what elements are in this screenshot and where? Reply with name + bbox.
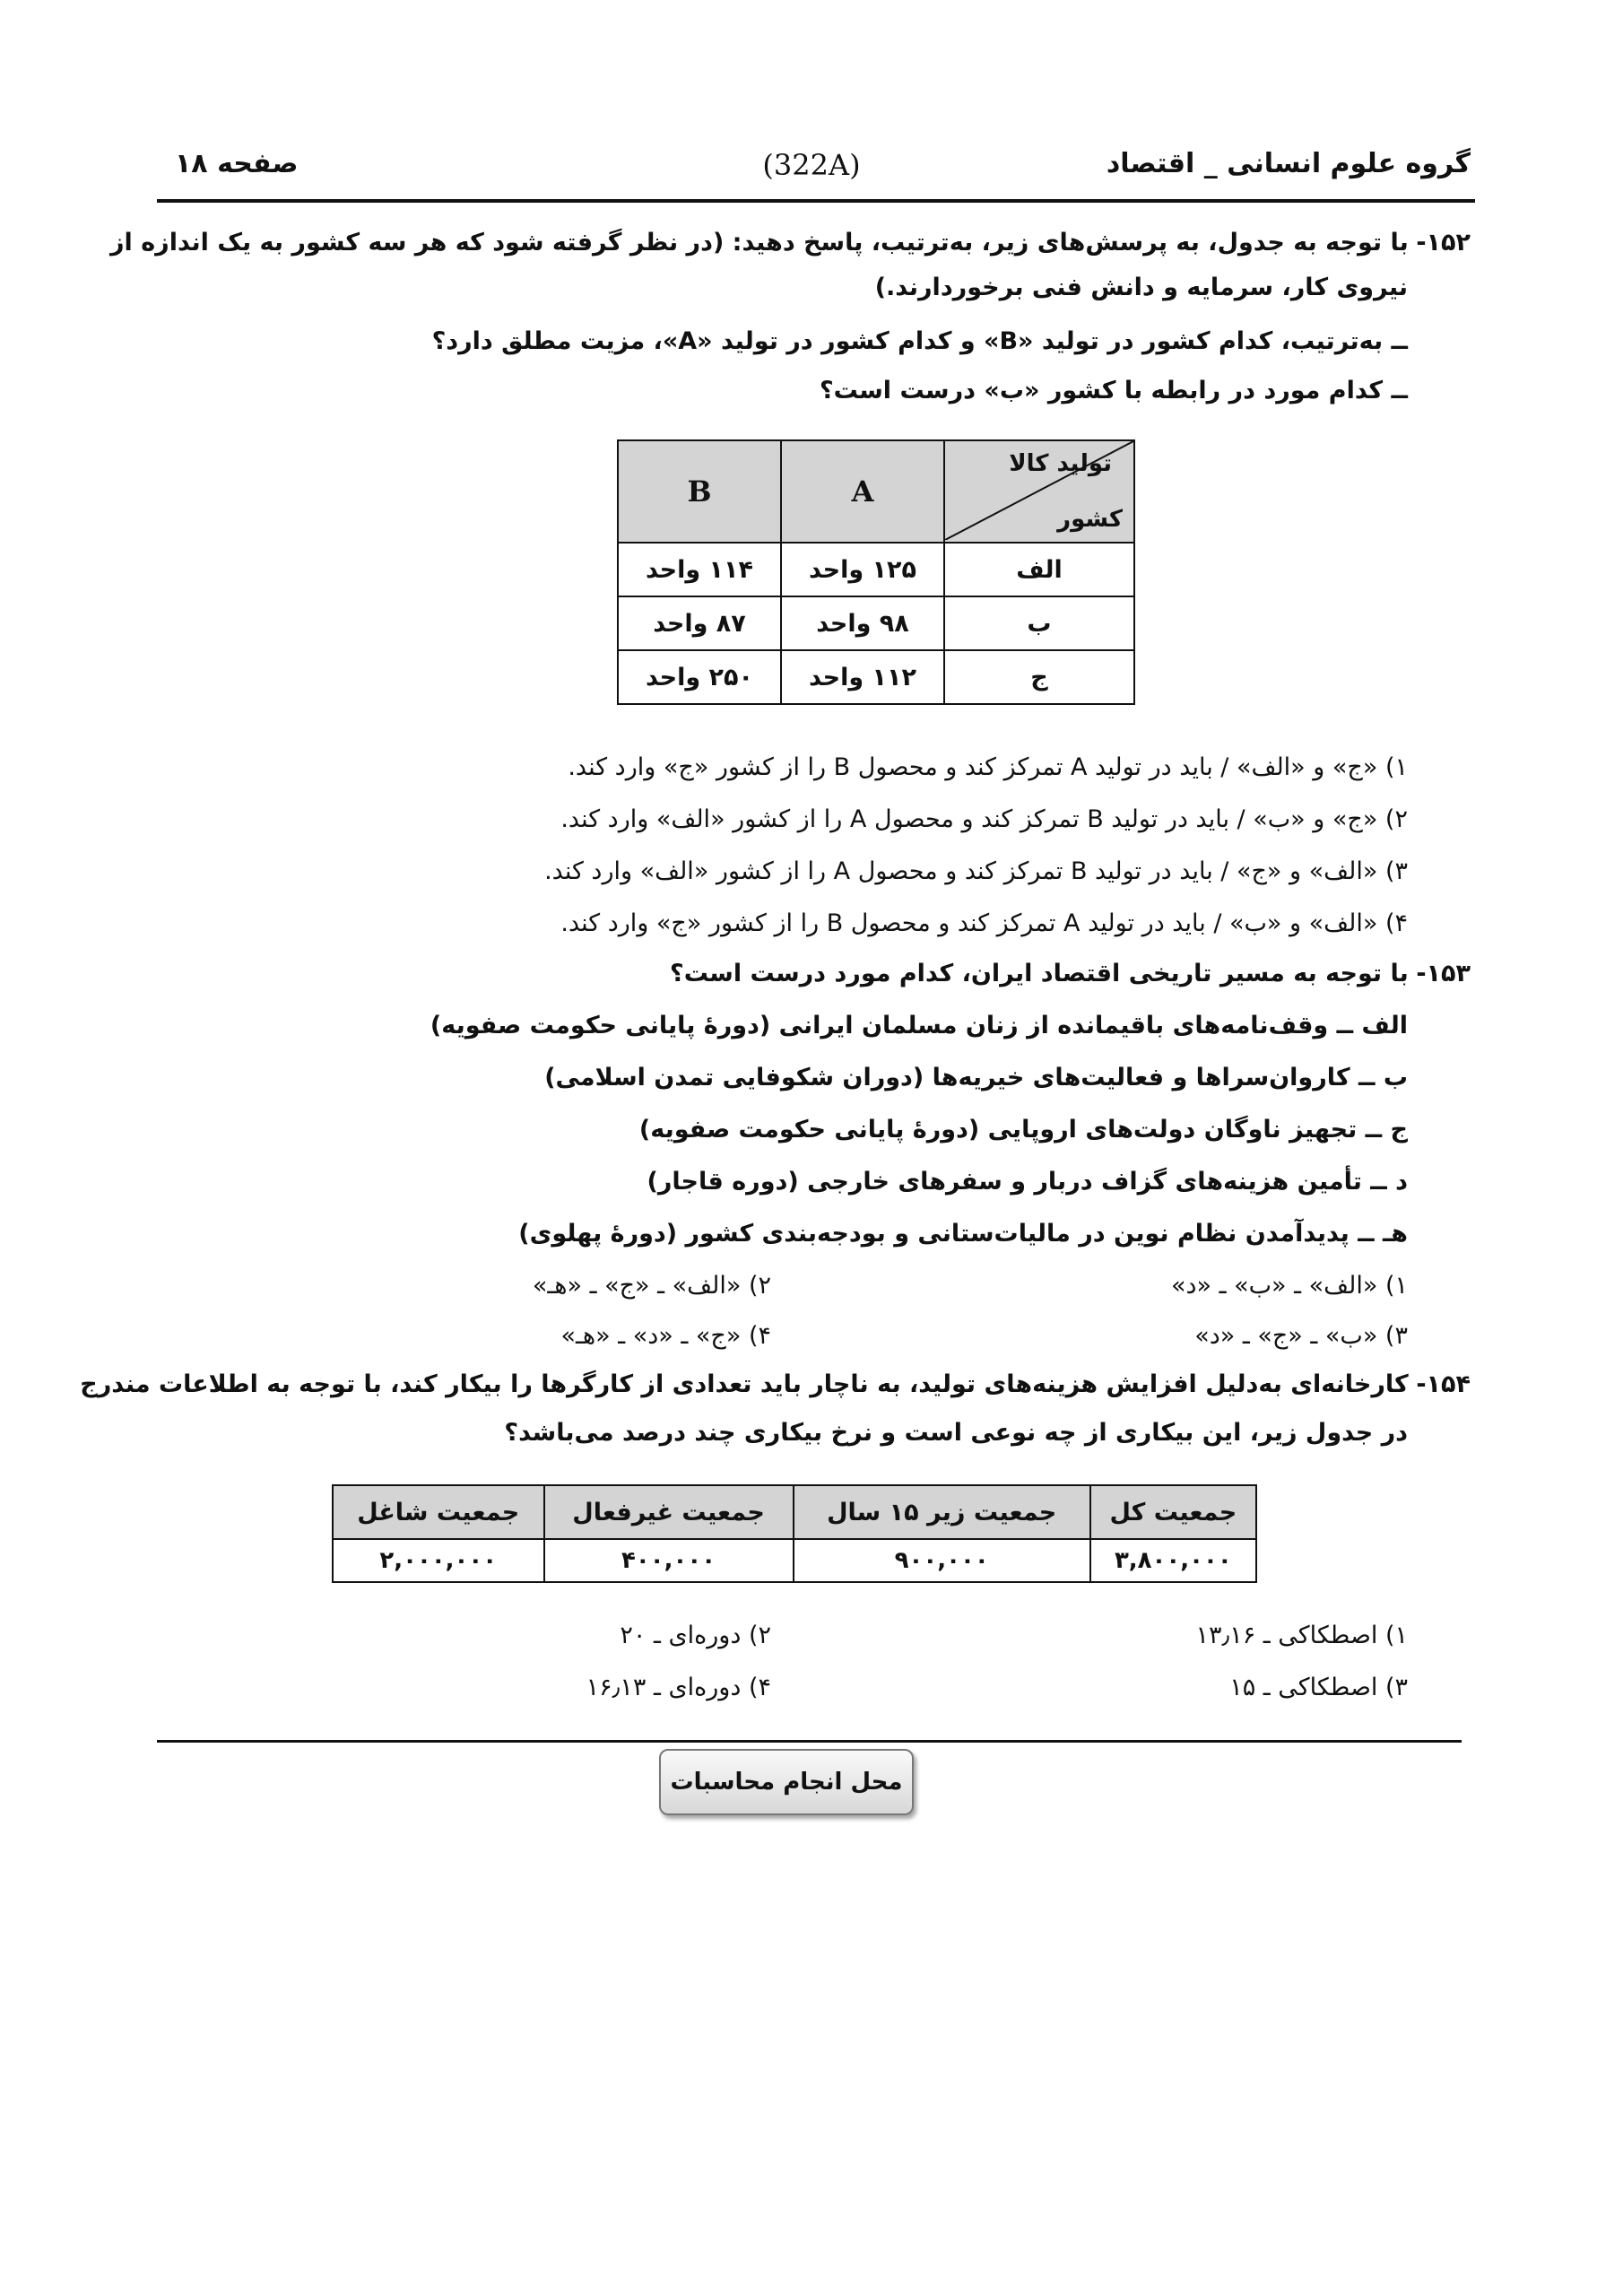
col-header-b: B [618,440,781,543]
header-title: گروه علوم انسانی _ اقتصاد [1106,148,1471,179]
q154-option-4: ۴) دوره‌ای ـ ۱۶٫۱۳ [586,1674,771,1701]
q153-option-1: ۱) «الف» ـ «ب» ـ «د» [1170,1272,1408,1300]
value-employed: ۲,۰۰۰,۰۰۰ [333,1539,544,1582]
row-value-b: ۱۱۴ واحد [618,543,781,596]
q152-option-3: ۳) «الف» و «ج» / باید در تولید B تمرکز کند و محصول A را از کشور «الف» وارد کند. [544,857,1408,885]
row-value-a: ۱۱۲ واحد [781,650,944,704]
col-header-total: جمعیت کل [1090,1485,1256,1539]
row-value-a: ۱۲۵ واحد [781,543,944,596]
col-header-inactive: جمعیت غیرفعال [544,1485,794,1539]
q154-number: ۱۵۴- [1416,1370,1471,1398]
value-under15: ۹۰۰,۰۰۰ [794,1539,1090,1582]
table-row [618,543,1134,596]
q153-text: با توجه به مسیر تاریخی اقتصاد ایران، کدام مورد درست است؟ [670,960,1409,987]
value-total: ۳,۸۰۰,۰۰۰ [1090,1539,1256,1582]
q154-option-2: ۲) دوره‌ای ـ ۲۰ [620,1622,771,1649]
q154-option-1: ۱) اصطکاکی ـ ۱۳٫۱۶ [1195,1622,1408,1649]
q152-option-4: ۴) «الف» و «ب» / باید در تولید A تمرکز کند و محصول B را از کشور «ج» وارد کند. [560,909,1408,937]
q153-item-he: هـ ــ پدیدآمدن نظام نوین در مالیات‌ستانی و بودجه‌بندی کشور (دورهٔ پهلوی) [518,1220,1408,1248]
col-header-a: A [781,440,944,543]
q152-number: ۱۵۲- [1416,229,1471,257]
q153-line [670,960,1471,987]
table-row [618,650,1134,704]
col-header-employed: جمعیت شاغل [333,1485,544,1539]
q152-line1 [110,229,1471,257]
q153-option-4: ۴) «ج» ـ «د» ـ «هـ» [560,1322,771,1350]
exam-code: (322A) [762,148,861,182]
q152-text-line1: با توجه به جدول، به پرسش‌های زیر، به‌ترتیب، پاسخ دهید: (در نظر گرفته شود که هر سه کشور به یک اندازه از [110,229,1409,257]
q154-line1 [80,1370,1471,1398]
q152-line4: ــ کدام مورد در رابطه با کشور «ب» درست است؟ [820,377,1408,404]
q153-number: ۱۵۳- [1416,960,1471,987]
q153-item-alef: الف ــ وقف‌نامه‌های باقیمانده از زنان مسلمان ایرانی (دورهٔ پایانی حکومت صفویه) [430,1012,1408,1039]
page-number: صفحه ۱۸ [175,148,299,179]
table-row [618,596,1134,650]
value-inactive: ۴۰۰,۰۰۰ [544,1539,794,1582]
q154-line2: در جدول زیر، این بیکاری از چه نوعی است و نرخ بیکاری چند درصد می‌باشد؟ [504,1419,1408,1447]
row-country: الف [944,543,1134,596]
q152-table [617,439,1135,705]
row-value-a: ۹۸ واحد [781,596,944,650]
row-value-b: ۸۷ واحد [618,596,781,650]
q152-line3: ــ به‌ترتیب، کدام کشور در تولید «B» و کدام کشور در تولید «A»، مزیت مطلق دارد؟ [431,327,1408,355]
row-country: ب [944,596,1134,650]
corner-top-label: تولید کالا [1009,450,1112,477]
q153-item-dal: د ــ تأمین هزینه‌های گزاف دربار و سفرهای خارجی (دوره قاجار) [647,1168,1408,1196]
table-corner-cell [944,440,1134,543]
q154-table [332,1484,1257,1583]
corner-bottom-label: کشور [1057,506,1123,533]
footer-divider [157,1740,1462,1743]
q152-option-1: ۱) «ج» و «الف» / باید در تولید A تمرکز کند و محصول B را از کشور «ج» وارد کند. [568,753,1408,781]
q153-item-be: ب ــ کاروان‌سراها و فعالیت‌های خیریه‌ها (دوران شکوفایی تمدن اسلامی) [544,1064,1408,1091]
col-header-under15: جمعیت زیر ۱۵ سال [794,1485,1090,1539]
q154-text-line1: کارخانه‌ای به‌دلیل افزایش هزینه‌های تولید، به ناچار باید تعدادی از کارگرها را بیکار کند، با توجه به اطلاعات مندرج [80,1370,1409,1398]
row-value-b: ۲۵۰ واحد [618,650,781,704]
header-divider [157,199,1475,203]
table-row [333,1539,1256,1582]
q152-option-2: ۲) «ج» و «ب» / باید در تولید B تمرکز کند و محصول A را از کشور «الف» وارد کند. [560,805,1408,833]
q153-option-3: ۳) «ب» ـ «ج» ـ «د» [1194,1322,1408,1350]
q153-option-2: ۲) «الف» ـ «ج» ـ «هـ» [532,1272,771,1300]
q153-item-jim: ج ــ تجهیز ناوگان دولت‌های اروپایی (دورهٔ پایانی حکومت صفویه) [638,1116,1408,1144]
q154-option-3: ۳) اصطکاکی ـ ۱۵ [1229,1674,1408,1701]
q152-line2: نیروی کار، سرمایه و دانش فنی برخوردارند.) [874,274,1408,301]
calculation-area-label: محل انجام محاسبات [659,1749,914,1815]
row-country: ج [944,650,1134,704]
